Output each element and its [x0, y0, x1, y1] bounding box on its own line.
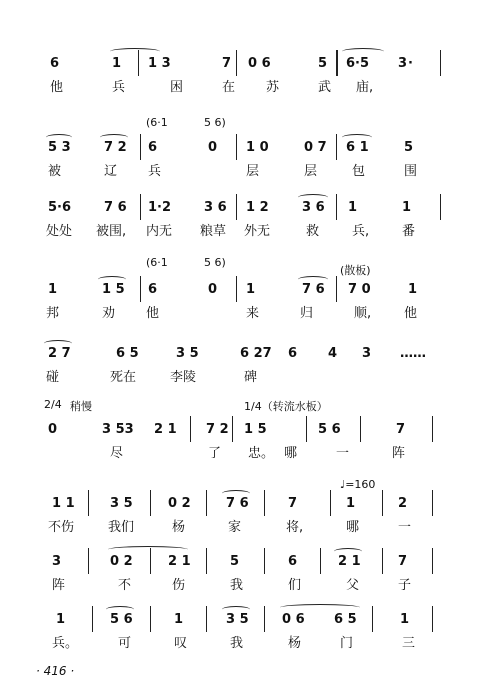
bar-line	[264, 490, 265, 516]
lyric: 他	[50, 80, 64, 95]
note: 1 5	[244, 422, 267, 437]
bar-line	[336, 194, 337, 220]
lyric: 困	[170, 80, 184, 95]
note: 7	[396, 422, 406, 437]
note: 3 5	[176, 346, 199, 361]
note: 1 3	[148, 56, 171, 71]
lyric: 围	[404, 164, 418, 179]
note: 7 6	[302, 282, 325, 297]
bar-line	[330, 490, 331, 516]
note: 1	[48, 282, 58, 297]
note: 5	[318, 56, 328, 71]
lyric: 家	[228, 520, 242, 535]
bar-line	[88, 548, 89, 574]
lyric: 了	[208, 446, 222, 461]
bar-line	[150, 490, 151, 516]
note: 3	[362, 346, 372, 361]
lyric: 我	[230, 578, 244, 593]
annotation: ♩=160	[340, 478, 376, 491]
score-row-6	[0, 414, 486, 464]
lyric: 不伤	[48, 520, 75, 535]
annotation: 2/4	[44, 398, 62, 411]
note: 7 2	[206, 422, 229, 437]
bar-line	[432, 606, 433, 632]
bar-line	[236, 134, 237, 160]
note: 2 1	[338, 554, 361, 569]
note: 6	[148, 140, 158, 155]
lyric: 我	[230, 636, 244, 651]
note: ……	[400, 346, 426, 361]
note: 3 6	[302, 200, 325, 215]
bar-line	[92, 606, 93, 632]
note: 7 6	[226, 496, 249, 511]
bar-line	[382, 548, 383, 574]
lyric: 阵	[392, 446, 406, 461]
lyric: 兵,	[352, 224, 370, 239]
note: 3 53	[102, 422, 134, 437]
lyric: 层	[304, 164, 318, 179]
lyric: 在	[222, 80, 236, 95]
lyric: 子	[398, 578, 412, 593]
bar-line	[336, 134, 337, 160]
note: 0 7	[304, 140, 327, 155]
score-row-2	[0, 132, 486, 182]
note: 6	[148, 282, 158, 297]
lyric: 他	[404, 306, 418, 321]
note: 1	[348, 200, 358, 215]
bar-line	[264, 606, 265, 632]
lyric: 劝	[102, 306, 116, 321]
annotation: (6·1	[146, 256, 168, 269]
note: 6·5	[346, 56, 370, 71]
lyric: 将,	[286, 520, 304, 535]
note: ·	[408, 56, 413, 71]
lyric: 们	[288, 578, 302, 593]
note: 1 0	[246, 140, 269, 155]
score-row-7	[0, 488, 486, 538]
note: 0	[208, 282, 218, 297]
lyric: 苏	[266, 80, 280, 95]
bar-line	[432, 490, 433, 516]
score-row-8	[0, 546, 486, 596]
note: 5 6	[110, 612, 133, 627]
slur	[110, 48, 160, 55]
lyric: 处处	[46, 224, 73, 239]
lyric: 粮草	[200, 224, 227, 239]
note: 6 27	[240, 346, 272, 361]
page-number: · 416 ·	[36, 664, 75, 678]
note: 7 0	[348, 282, 371, 297]
note: 3 5	[110, 496, 133, 511]
lyric: 碑	[244, 370, 258, 385]
note: 6 1	[346, 140, 369, 155]
slur	[280, 604, 360, 611]
note: 1	[402, 200, 412, 215]
lyric: 不	[118, 578, 132, 593]
note: 7	[398, 554, 408, 569]
lyric: 杨	[288, 636, 302, 651]
note: 1	[174, 612, 184, 627]
slur	[108, 546, 188, 553]
lyric: 杨	[172, 520, 186, 535]
bar-line	[88, 490, 89, 516]
score-row-3	[0, 192, 486, 242]
lyric: 伤	[172, 578, 186, 593]
note: 0	[208, 140, 218, 155]
lyric: 我们	[108, 520, 135, 535]
lyric: 包	[352, 164, 366, 179]
bar-line	[440, 194, 441, 220]
annotation: 稍慢	[70, 400, 92, 413]
bar-line	[232, 416, 233, 442]
note: 7	[222, 56, 232, 71]
note: 6	[288, 554, 298, 569]
score-row-5	[0, 338, 486, 388]
lyric: 庙,	[356, 80, 374, 95]
bar-line	[236, 50, 237, 76]
note: 0 2	[110, 554, 133, 569]
lyric: 李陵	[170, 370, 197, 385]
note: 2 7	[48, 346, 71, 361]
bar-line	[264, 548, 265, 574]
note: 6	[288, 346, 298, 361]
lyric: 兵	[112, 80, 126, 95]
lyric: 三	[402, 636, 416, 651]
lyric: 尽	[110, 446, 124, 461]
lyric: 门	[340, 636, 354, 651]
note: 3 5	[226, 612, 249, 627]
lyric: 来	[246, 306, 260, 321]
bar-line	[236, 194, 237, 220]
note: 1	[408, 282, 418, 297]
lyric: 被	[48, 164, 62, 179]
lyric: 忠。	[248, 446, 275, 461]
lyric: 碰	[46, 370, 60, 385]
note: 2 1	[168, 554, 191, 569]
note: 7 6	[104, 200, 127, 215]
note: 6 5	[334, 612, 357, 627]
lyric: 一	[336, 446, 350, 461]
lyric: 一	[398, 520, 412, 535]
annotation: 1/4（转流水板）	[244, 400, 328, 413]
bar-line	[432, 416, 433, 442]
lyric: 父	[346, 578, 360, 593]
note: 7 2	[104, 140, 127, 155]
note: 5 3	[48, 140, 71, 155]
lyric: 辽	[104, 164, 118, 179]
bar-line	[336, 276, 337, 302]
bar-line	[336, 50, 338, 76]
lyric: 阵	[52, 578, 66, 593]
annotation: 5 6)	[204, 116, 226, 129]
note: 1 1	[52, 496, 75, 511]
bar-line	[206, 548, 207, 574]
lyric: 邦	[46, 306, 60, 321]
bar-line	[140, 276, 141, 302]
note: 5 6	[318, 422, 341, 437]
lyric: 兵	[148, 164, 162, 179]
lyric: 兵。	[52, 636, 79, 651]
note: 1	[246, 282, 256, 297]
bar-line	[372, 606, 373, 632]
lyric: 顺,	[354, 306, 372, 321]
note: 4	[328, 346, 338, 361]
note: 5	[230, 554, 240, 569]
lyric: 番	[402, 224, 416, 239]
note: 1	[112, 56, 122, 71]
note: 0 6	[248, 56, 271, 71]
bar-line	[360, 416, 361, 442]
note: 2 1	[154, 422, 177, 437]
annotation: (散板)	[340, 264, 371, 277]
lyric: 救	[306, 224, 320, 239]
lyric: 叹	[174, 636, 188, 651]
lyric: 哪	[346, 520, 360, 535]
bar-line	[320, 548, 321, 574]
note: 1·2	[148, 200, 172, 215]
note: 0	[48, 422, 58, 437]
slur	[342, 48, 384, 55]
note: 1 5	[102, 282, 125, 297]
bar-line	[190, 416, 191, 442]
note: 3	[52, 554, 62, 569]
lyric: 归	[300, 306, 314, 321]
bar-line	[150, 606, 151, 632]
bar-line	[206, 490, 207, 516]
lyric: 他	[146, 306, 160, 321]
note: 1	[400, 612, 410, 627]
score-row-9	[0, 604, 486, 654]
bar-line	[140, 134, 141, 160]
lyric: 外无	[244, 224, 271, 239]
lyric: 可	[118, 636, 132, 651]
note: 5·6	[48, 200, 72, 215]
lyric: 层	[246, 164, 260, 179]
bar-line	[150, 548, 151, 574]
note: 6 5	[116, 346, 139, 361]
note: 6	[50, 56, 60, 71]
note: 3	[398, 56, 408, 71]
note: 1	[346, 496, 356, 511]
note: 1 2	[246, 200, 269, 215]
score-row-1	[0, 48, 486, 98]
note: 5	[404, 140, 414, 155]
note: 0 2	[168, 496, 191, 511]
bar-line	[306, 416, 307, 442]
lyric: 哪	[284, 446, 298, 461]
lyric: 内无	[146, 224, 173, 239]
annotation: (6·1	[146, 116, 168, 129]
note: 0 6	[282, 612, 305, 627]
annotation: 5 6)	[204, 256, 226, 269]
lyric: 死在	[110, 370, 137, 385]
note: 7	[288, 496, 298, 511]
bar-line	[382, 490, 383, 516]
score-row-4	[0, 274, 486, 324]
bar-line	[140, 194, 141, 220]
bar-line	[206, 606, 207, 632]
note: 3 6	[204, 200, 227, 215]
note: 1	[56, 612, 66, 627]
lyric: 武	[318, 80, 332, 95]
bar-line	[440, 50, 441, 76]
bar-line	[236, 276, 237, 302]
note: 2	[398, 496, 408, 511]
lyric: 被围,	[96, 224, 127, 239]
bar-line	[432, 548, 433, 574]
